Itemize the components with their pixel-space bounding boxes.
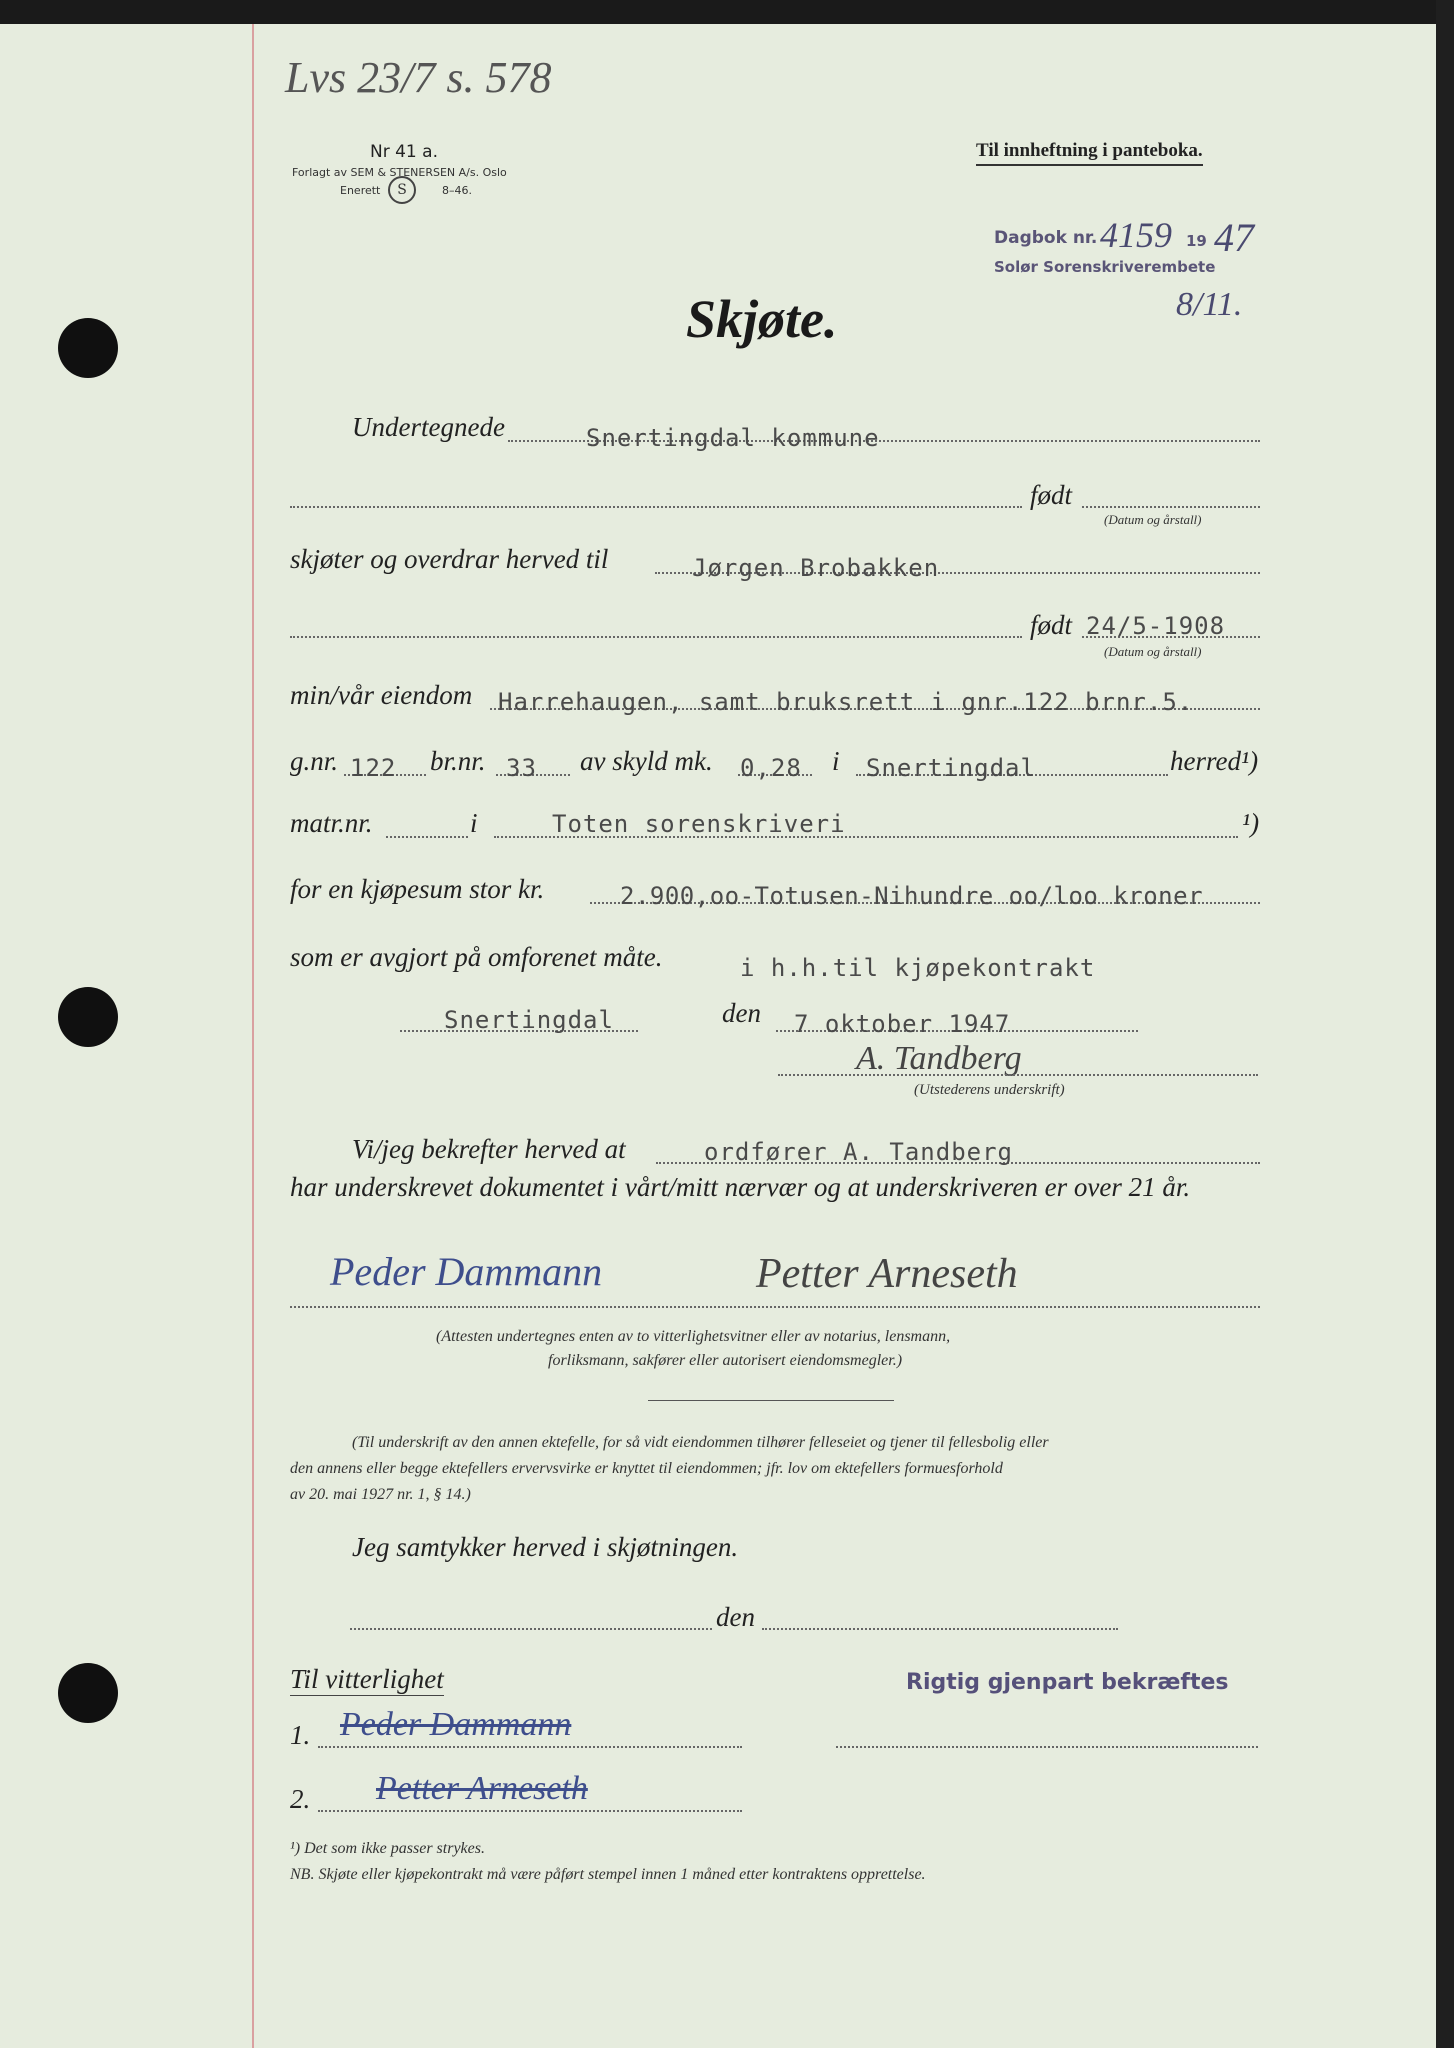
publisher-date: 8–46. xyxy=(442,184,472,197)
datum-hint: (Datum og årstall) xyxy=(1104,512,1202,527)
margin-line xyxy=(252,24,254,2048)
datum-hint-2: (Datum og årstall) xyxy=(1104,644,1202,659)
witness1-number: 1. xyxy=(290,1720,311,1750)
fodt2-value: 24/5-1908 xyxy=(1086,612,1226,640)
gnr-value: 122 xyxy=(350,754,397,782)
footnote-2: NB. Skjøte eller kjøpekontrakt må være påført stempel innen 1 måned etter kontraktens opprettelse. xyxy=(290,1866,926,1883)
matr-value: Toten sorenskriveri xyxy=(552,810,846,838)
witness1-signature: Peder Dammann xyxy=(340,1706,572,1743)
fodt-line-right xyxy=(1082,506,1260,508)
fodt2-label: født xyxy=(1030,610,1073,640)
eiendom-value: Harrehaugen, samt bruksrett i gnr.122 brnr.5. xyxy=(498,688,1194,716)
matr-suffix: ¹) xyxy=(1242,808,1260,838)
separator xyxy=(648,1400,894,1401)
punch-hole xyxy=(58,987,118,1047)
attest-note-2: forliksmann, sakfører eller autorisert eiendomsmegler.) xyxy=(548,1352,903,1369)
bekrefter-label: Vi/jeg bekrefter herved at xyxy=(352,1134,626,1164)
copy-stamp: Rigtig gjenpart bekræftes xyxy=(906,1670,1229,1695)
bekrefter-value: ordfører A. Tandberg xyxy=(704,1138,1013,1166)
undertegnede-value: Snertingdal kommune xyxy=(586,424,880,452)
avgjort-label: som er avgjort på omforenet måte. xyxy=(290,942,663,972)
skjoter-label: skjøter og overdrar herved til xyxy=(290,544,609,574)
fodt2-line-left xyxy=(290,636,1022,638)
samtykker-label: Jeg samtykker herved i skjøtningen. xyxy=(352,1532,739,1562)
scan-top-border xyxy=(0,0,1454,24)
matr-number-line xyxy=(386,836,468,838)
herred-i-label: i xyxy=(832,746,840,776)
matr-label: matr.nr. xyxy=(290,808,373,838)
fodt-line-left xyxy=(290,506,1022,508)
punch-hole xyxy=(58,1663,118,1723)
witness2-line xyxy=(318,1810,742,1812)
issuer-caption: (Utstederens underskrift) xyxy=(914,1082,1065,1098)
den2-line-right xyxy=(762,1628,1118,1630)
dagbok-number: 4159 xyxy=(1100,215,1172,255)
place-value: Snertingdal xyxy=(444,1006,614,1034)
den2-line-left xyxy=(350,1628,712,1630)
witness1-line xyxy=(318,1746,742,1748)
kjopesum-value: 2.900,oo-Totusen-Nihundre oo/loo kroner xyxy=(620,882,1204,910)
vitterlighet-label: Til vitterlighet xyxy=(290,1664,444,1694)
brnr-value: 33 xyxy=(506,754,537,782)
dagbok-stamp-label: Dagbok nr. xyxy=(994,228,1098,248)
handwritten-reference: Lvs 23/7 s. 578 xyxy=(285,53,552,102)
dagbok-office: Solør Sorenskriverembete xyxy=(994,258,1216,276)
spouse-note-2: den annens eller begge ektefellers ervervsvirke er knyttet til eiendommen; jfr. lov om ektefellers formuesforhold xyxy=(290,1460,1003,1477)
spouse-note-3: av 20. mai 1927 nr. 1, § 14.) xyxy=(290,1486,471,1503)
skyld-label: av skyld mk. xyxy=(580,746,713,776)
den2-label: den xyxy=(716,1602,755,1632)
eiendom-label: min/vår eiendom xyxy=(290,680,473,710)
avgjort-value: i h.h.til kjøpekontrakt xyxy=(740,954,1096,982)
brnr-label: br.nr. xyxy=(430,746,486,776)
date-value: 7 oktober 1947 xyxy=(794,1010,1011,1038)
issuer-signature: A. Tandberg xyxy=(856,1040,1022,1077)
gnr-label: g.nr. xyxy=(290,746,339,776)
undertegnede-label: Undertegnede xyxy=(352,412,505,442)
dagbok-date: 8/11. xyxy=(1176,286,1243,323)
kjopesum-label: for en kjøpesum stor kr. xyxy=(290,874,545,904)
matr-i-label: i xyxy=(470,808,478,838)
punch-hole xyxy=(58,318,118,378)
dagbok-year: 47 xyxy=(1214,215,1254,260)
publisher-info: Forlagt av SEM & STENERSEN A/s. Oslo xyxy=(292,166,507,179)
witness-signature-1: Peder Dammann xyxy=(330,1249,603,1294)
witness2-number: 2. xyxy=(290,1784,311,1814)
herred-value: Snertingdal xyxy=(866,754,1036,782)
dagbok-year-prefix: 19 xyxy=(1186,232,1207,250)
binding-note: Til innheftning i panteboka. xyxy=(976,140,1203,166)
skyld-value: 0,28 xyxy=(740,754,802,782)
skjoter-value: Jørgen Brobakken xyxy=(692,554,940,582)
witness-signature-2: Petter Arneseth xyxy=(756,1251,1018,1297)
den-label: den xyxy=(722,998,761,1028)
witness1-line-right xyxy=(836,1746,1258,1748)
publisher-logo: S xyxy=(388,176,416,204)
witness2-signature: Petter Arneseth xyxy=(376,1770,588,1807)
scan-right-border xyxy=(1436,0,1454,2048)
form-number: Nr 41 a. xyxy=(370,142,438,162)
footnote-1: ¹) Det som ikke passer strykes. xyxy=(290,1840,485,1857)
herred-label: herred¹) xyxy=(1170,746,1259,776)
attest-note-1: (Attesten undertegnes enten av to vitterlighetsvitner eller av notarius, lensmann, xyxy=(436,1328,951,1345)
page-title: Skjøte. xyxy=(686,289,838,349)
fodt-label: født xyxy=(1030,480,1073,510)
issuer-signature-line xyxy=(778,1074,1258,1076)
publisher-enerett: Enerett xyxy=(340,184,381,197)
bekrefter-line2: har underskrevet dokumentet i vårt/mitt nærvær og at underskriveren er over 21 år. xyxy=(290,1172,1191,1202)
spouse-note-1: (Til underskrift av den annen ektefelle, for så vidt eiendommen tilhører felleseiet og tjener til fellesbolig eller xyxy=(352,1434,1049,1451)
witness-signature-line xyxy=(290,1306,1260,1308)
